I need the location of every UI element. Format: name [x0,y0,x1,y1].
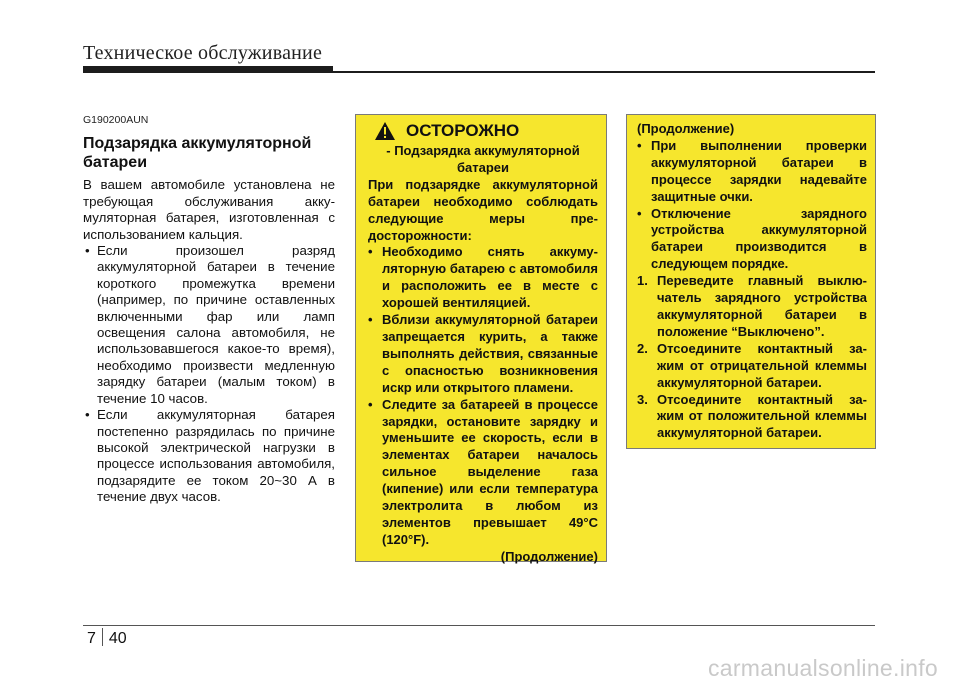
left-column [83,112,335,506]
bullet-dot: • [368,244,373,260]
bullet-dot: • [85,407,90,423]
list-item: • Следите за батареей в процессе зарядки, остановите зарядку и уменьшите ее скорость, если в элементах батареи началось сильное выделение газа (кипение) или если температура электролита в любом из элементов превышает 49°С (120°F). [368,396,598,547]
continuation-box [626,114,876,449]
intro-paragraph: В вашем автомобиле установлена не требующая обслуживания акку-муляторная батарея, изготовленная с использованием кальция. [83,177,335,242]
continued-label: (Продолжение) [500,548,598,564]
warning-subheading: - Подзарядка аккумуляторной батареи [386,143,580,175]
bullet-dot: • [85,243,90,259]
footer-rule [83,625,875,626]
bullet-dot: • [368,312,373,328]
header-bar [83,66,333,73]
list-item: • Вблизи аккумуляторной батареи запрещается курить, а также выполнять действия, связанные с опасностью возникновения искр или открытого пламени. [368,312,598,395]
header-rule [333,71,875,73]
list-item: • Если произошел разряд аккумуляторной батареи в течение короткого промежутка времени (например, по причине оставленных включенными фар или ламп освещения салона автомобиля, не использовавшегося какое-то время), необходимо произвести медленную зарядку батареи (малым током) в течение 10 часов. [85,243,335,406]
continuation-heading: (Продолжение) [637,121,735,136]
list-item: • При выполнении проверки аккумуляторной батареи в процессе зарядки надевайте защитные очки. [637,137,867,204]
list-item: • Отключение зарядного устройства аккумуляторной батареи производится в следующем порядке. [637,205,867,272]
bullet-dot: • [637,137,642,153]
list-item: • Необходимо снять аккуму-ляторную батарею с автомобиля и расположить ее в месте с хорошей вентиляцией. [368,244,598,311]
page-number [87,628,127,648]
step-item: 2. Отсоедините контактный за-жим от отрицательной клеммы аккумуляторной батареи. [637,340,867,390]
step-item: 3. Отсоедините контактный за-жим от положительной клеммы аккумуляторной батареи. [637,391,867,441]
page-number-value: 40 [108,630,127,647]
bullet-dot: • [637,205,642,221]
warning-triangle-icon [374,121,396,141]
section-title: Подзарядка аккумуляторной батареи [83,135,312,172]
step-item: 1. Переведите главный выклю-чатель зарядного устройства аккумуляторной батареи в положение “Выключено”. [637,273,867,339]
page-number-divider [102,628,103,646]
warning-intro: При подзарядке аккумуляторной батареи необходимо соблюдать следующие меры пре-досторожности: [368,176,598,243]
warning-heading: ОСТОРОЖНО [374,121,598,141]
chapter-number: 7 [87,630,96,647]
warning-box [355,114,607,562]
list-item: • Если аккумуляторная батарея постепенно разрядилась по причине высокой электрической нагрузки в процессе использования автомобиля, подзарядите ее током 20~30 А в течение двух часов. [85,407,335,505]
page-header-title: Техническое обслуживание [83,42,323,64]
bullet-dot: • [368,396,373,412]
watermark: carmanualsonline.info [707,655,938,681]
section-code: G190200AUN [83,114,149,126]
